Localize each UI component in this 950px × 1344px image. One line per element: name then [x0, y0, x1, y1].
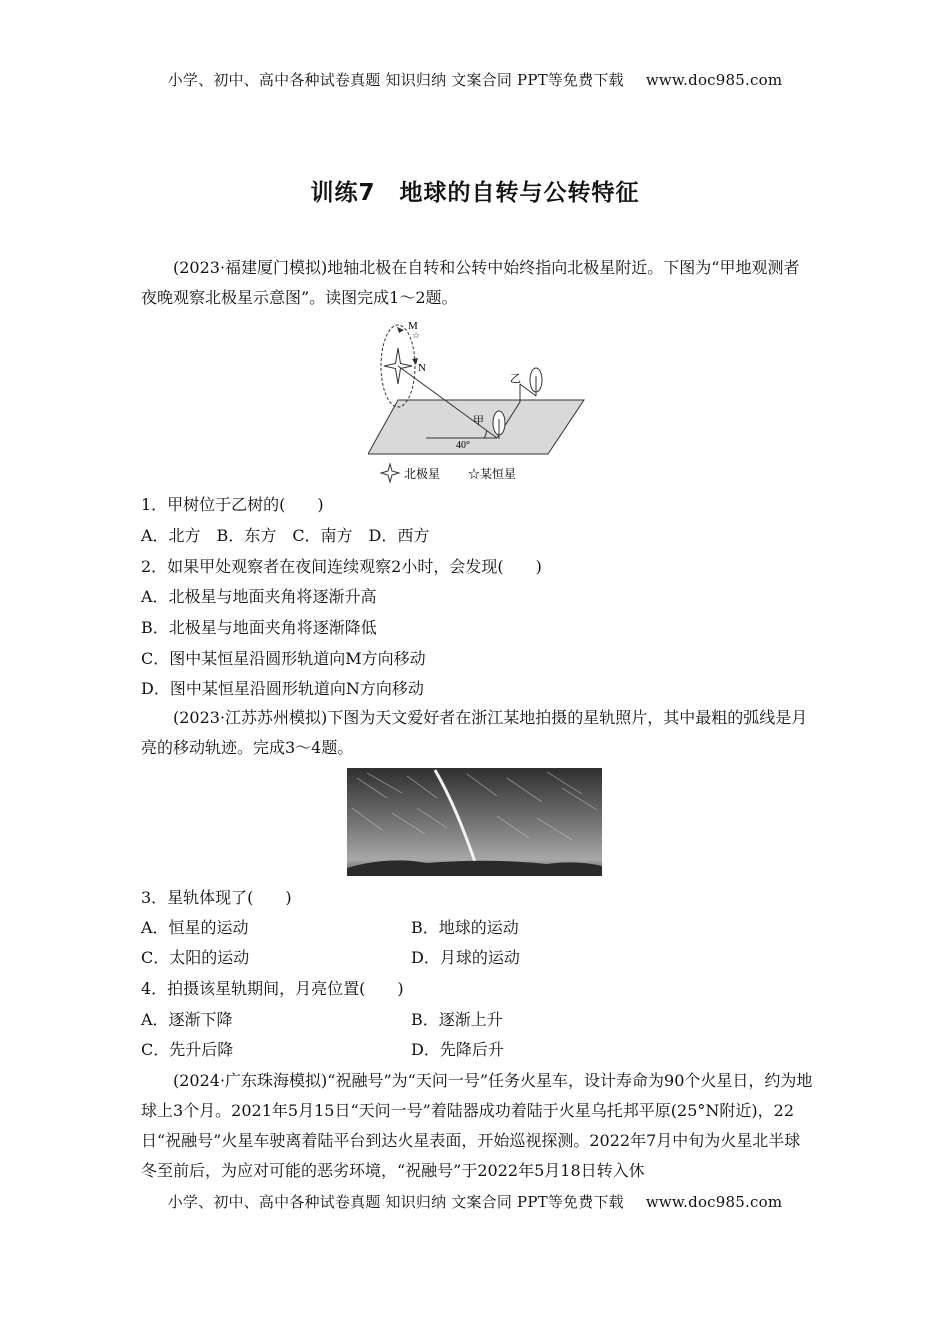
header-text: 小学、初中、高中各种试卷真题 知识归纳 文案合同 PPT等免费下载 — [167, 71, 624, 89]
footer-url[interactable]: www.doc985.com — [645, 1193, 783, 1211]
q3-option-d: D．月球的运动 — [411, 948, 520, 967]
label-n: N — [418, 362, 426, 374]
q4-option-c: C．先升后降 — [141, 1040, 234, 1059]
q1-options: A．北方 B．东方 C．南方 D．西方 — [141, 526, 430, 545]
legend-polaris-icon — [381, 464, 399, 482]
q2-option-b: B．北极星与地面夹角将逐渐降低 — [141, 618, 377, 637]
page-header — [0, 69, 950, 90]
section2-intro: (2023·江苏苏州模拟)下图为天文爱好者在浙江某地拍摄的星轨照片，其中最粗的弧线是月亮的移动轨迹。完成3～4题。 — [141, 708, 808, 757]
q2-stem: 2．如果甲处观察者在夜间连续观察2小时，会发现( ) — [141, 557, 542, 576]
star-symbol-icon: ☆ — [412, 331, 421, 341]
header-url[interactable]: www.doc985.com — [645, 71, 783, 89]
q4-option-b: B．逐渐上升 — [411, 1010, 503, 1029]
star-trail-photo — [347, 768, 602, 876]
q2-option-d: D．图中某恒星沿圆形轨道向N方向移动 — [141, 679, 424, 698]
q2-option-a: A．北极星与地面夹角将逐渐升高 — [141, 587, 377, 606]
q3-option-c: C．太阳的运动 — [141, 948, 250, 967]
page-footer — [0, 1191, 950, 1212]
arrow-m-icon — [397, 327, 404, 333]
section3-intro: (2024·广东珠海模拟)“祝融号”为“天问一号”任务火星车，设计寿命为90个火星日，约为地球上3个月。2021年5月15日“天问一号”着陆器成功着陆于火星乌托邦平原(25°N附近)，22日“祝融号”火星车驶离着陆平台到达火星表面，开始巡视探测。2022年7月中旬为火星北半球冬至前后，为应对可能的恶劣环境，“祝融号”于2022年5月18日转入休 — [141, 1071, 813, 1180]
page-title: 训练7 地球的自转与公转特征 — [310, 180, 640, 206]
footer-text: 小学、初中、高中各种试卷真题 知识归纳 文案合同 PPT等免费下载 — [167, 1193, 624, 1211]
q3-option-b: B．地球的运动 — [411, 918, 519, 937]
section1-intro: (2023·福建厦门模拟)地轴北极在自转和公转中始终指向北极星附近。下图为“甲地观测者夜晚观察北极星示意图”。读图完成1～2题。 — [141, 258, 800, 307]
label-jia: 甲 — [473, 414, 484, 427]
label-m: M — [408, 320, 418, 332]
q4-stem: 4．拍摄该星轨期间，月亮位置( ) — [141, 979, 404, 998]
q1-stem: 1．甲树位于乙树的( ) — [141, 495, 324, 514]
q3-option-a: A．恒星的运动 — [141, 918, 249, 937]
polaris-observation-figure — [368, 318, 588, 484]
q3-stem: 3．星轨体现了( ) — [141, 888, 292, 907]
star-trail-image — [347, 768, 602, 876]
q4-option-d: D．先降后升 — [411, 1040, 504, 1059]
legend-star: ☆某恒星 — [468, 467, 517, 481]
label-yi: 乙 — [510, 372, 521, 385]
legend-polaris: 北极星 — [404, 467, 441, 481]
angle-label: 40° — [456, 440, 470, 451]
ground-plane — [368, 400, 584, 454]
q4-option-a: A．逐渐下降 — [141, 1010, 233, 1029]
q2-option-c: C．图中某恒星沿圆形轨道向M方向移动 — [141, 649, 426, 668]
